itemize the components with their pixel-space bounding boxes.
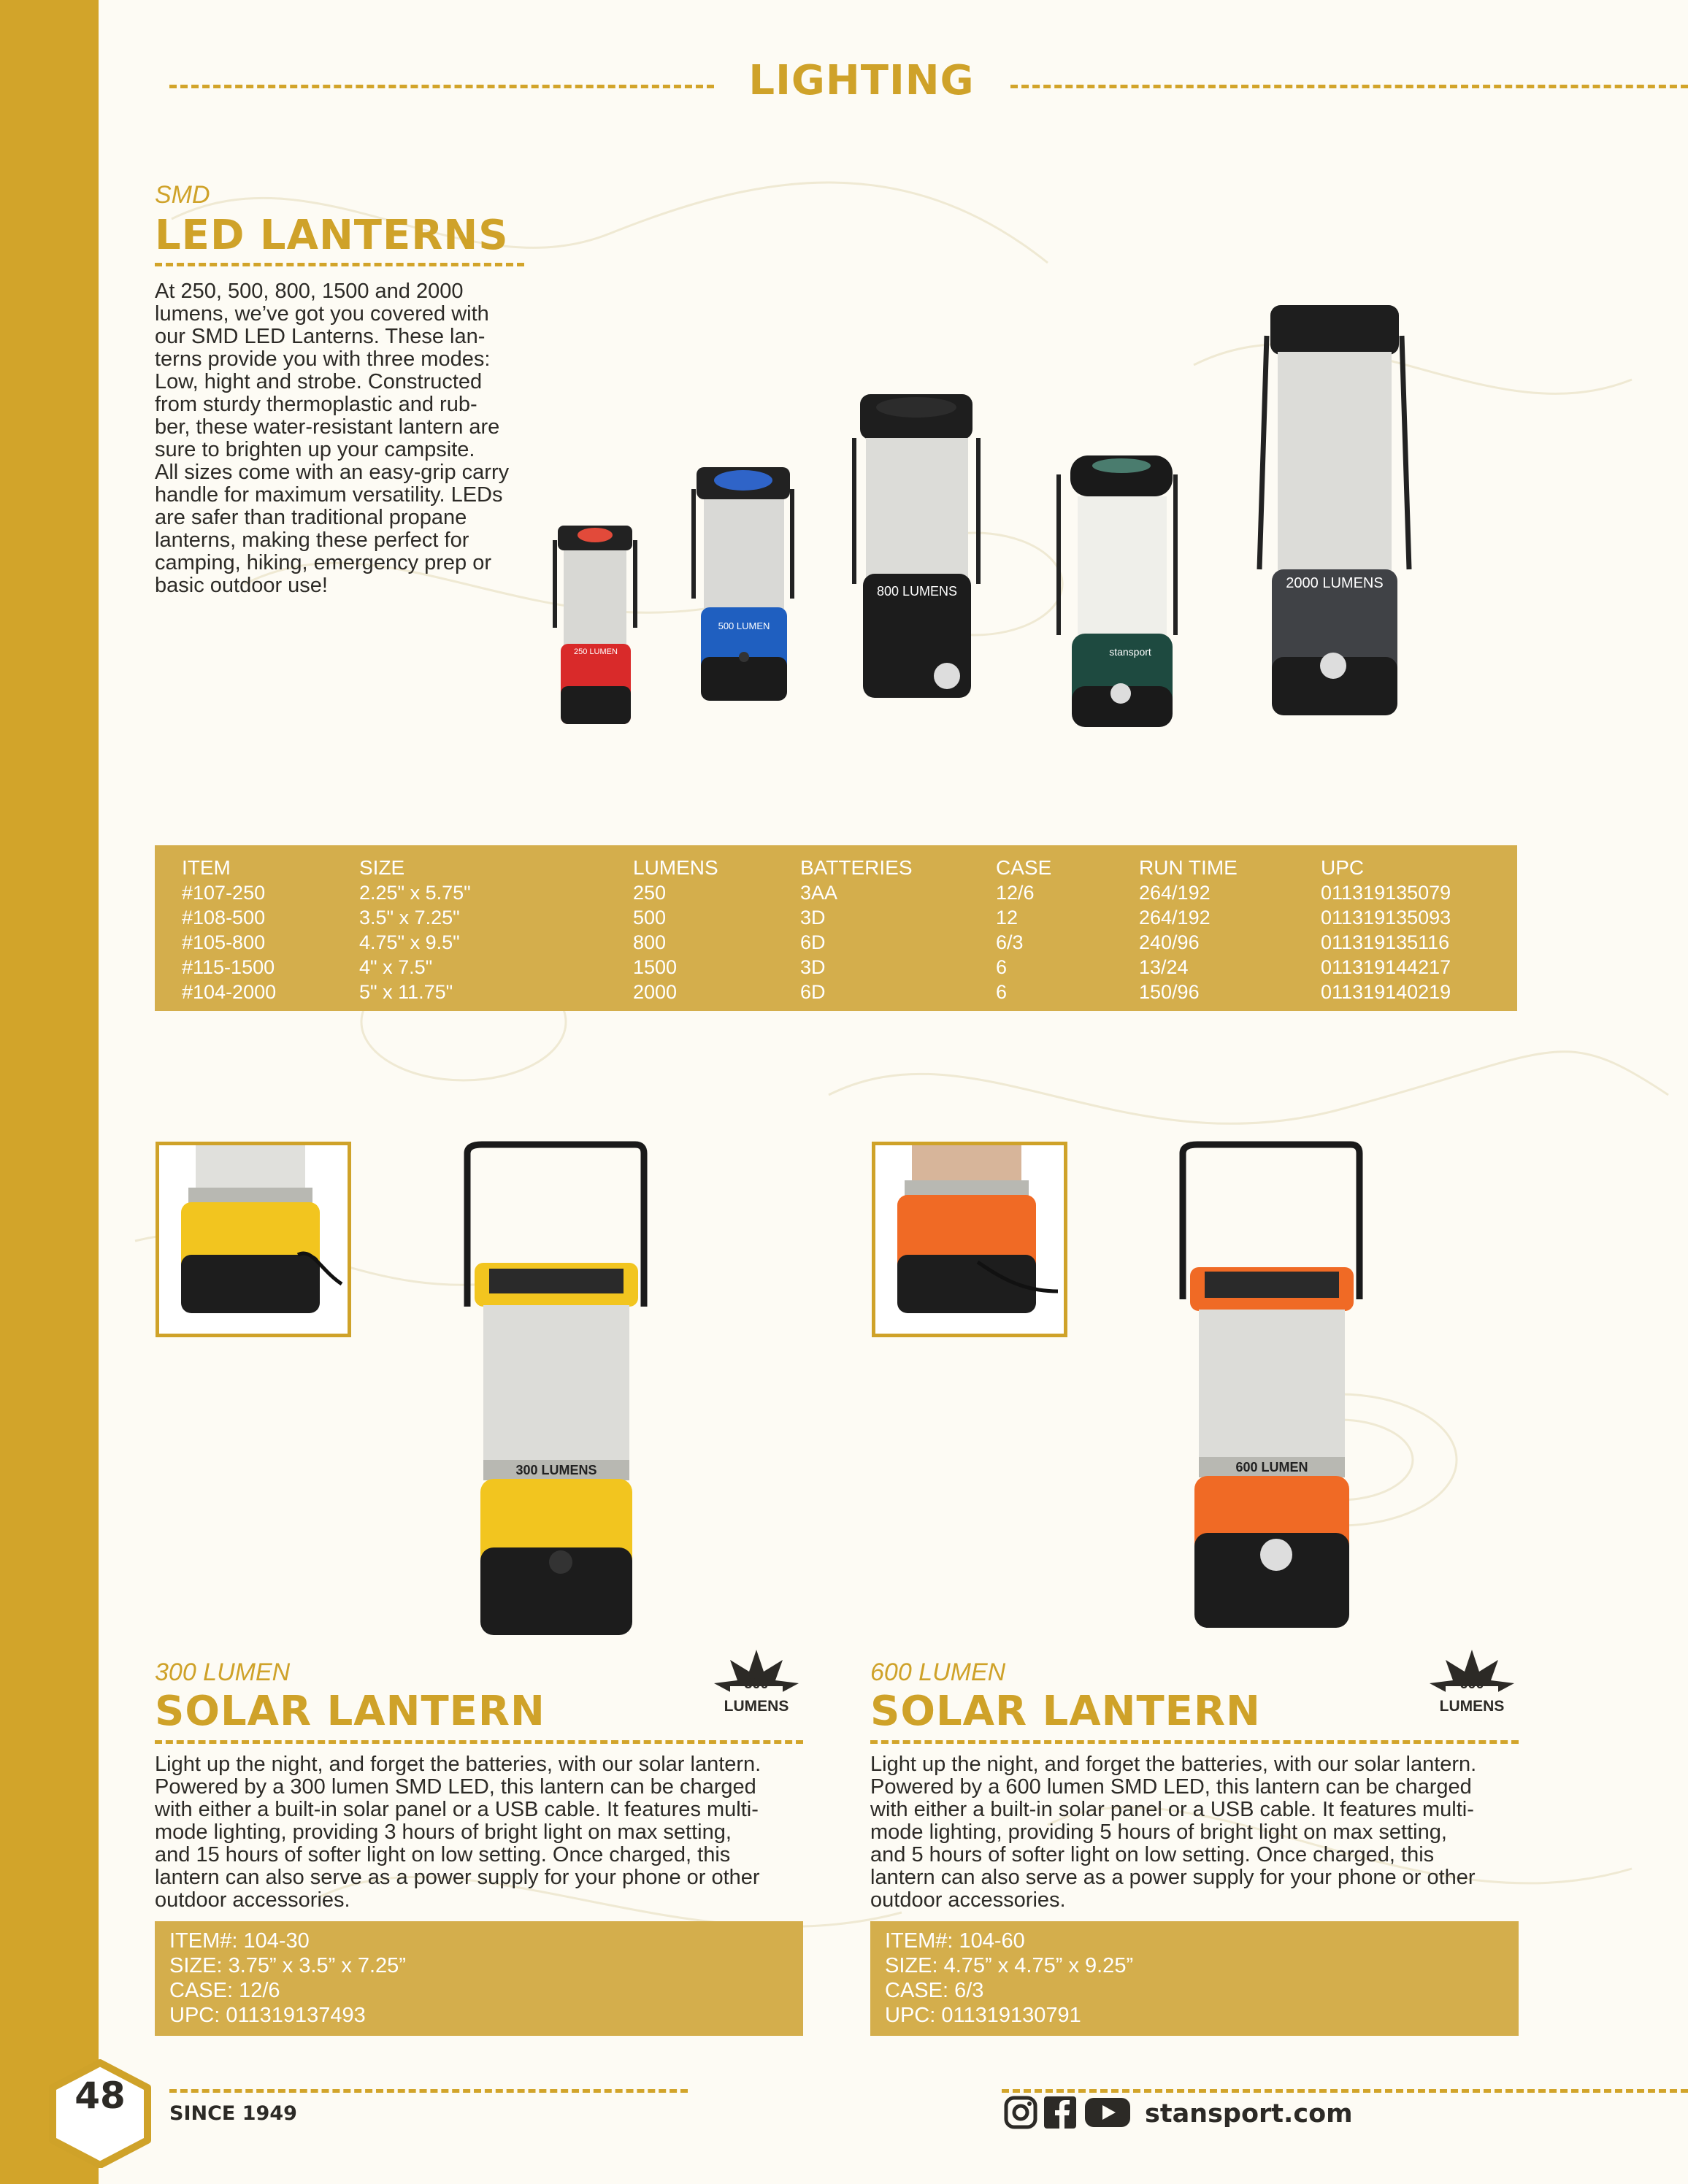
led-desc-line: lumens, we’ve got you covered with: [155, 302, 489, 326]
solar600-desc-line: mode lighting, providing 5 hours of bright light on max setting,: [870, 1820, 1447, 1844]
cell: 011319135116: [1321, 931, 1450, 953]
led-description: [155, 280, 549, 597]
solar300-title: SOLAR LANTERN: [155, 1688, 545, 1735]
cell: 6: [996, 981, 1008, 1003]
cell: 6/3: [996, 931, 1024, 953]
cell: 4.75" x 9.5": [359, 931, 460, 953]
cell: #107-250: [182, 882, 266, 904]
lantern-800: [854, 394, 978, 698]
solar600-divider: [870, 1740, 1519, 1744]
col-header: UPC: [1321, 856, 1365, 879]
led-spec-table: [155, 845, 1517, 1011]
solar600-spec-box: [870, 1921, 1519, 2036]
facebook-icon[interactable]: [1043, 2095, 1078, 2130]
spec-line: UPC: 011319130791: [885, 2004, 1081, 2027]
spec-line: CASE: 6/3: [885, 1979, 984, 2002]
cell: 12: [996, 907, 1018, 928]
solar300-desc-line: Powered by a 300 lumen SMD LED, this lantern can be charged: [155, 1775, 756, 1799]
cell: 240/96: [1139, 931, 1200, 953]
cell: 264/192: [1139, 907, 1211, 928]
col-batteries: [800, 855, 913, 1004]
led-desc-line: terns provide you with three modes:: [155, 347, 491, 371]
cell: #115-1500: [182, 956, 275, 978]
cell: 011319135079: [1321, 882, 1451, 904]
led-desc-line: sure to brighten up your campsite.: [155, 438, 475, 461]
cell: 4" x 7.5": [359, 956, 433, 978]
lantern-2000-label: 2000 LUMENS: [1286, 575, 1384, 591]
led-title: LED LANTERNS: [155, 212, 509, 259]
solar600-desc-line: Light up the night, and forget the batteries, with our solar lantern.: [870, 1753, 1477, 1776]
spec-line: ITEM#: 104-60: [885, 1929, 1025, 1953]
cell: #108-500: [182, 907, 266, 928]
led-desc-line: All sizes come with an easy-grip carry: [155, 461, 510, 484]
solar600-usb-thumbnail: [872, 1142, 1067, 1337]
cell: 011319140219: [1321, 981, 1451, 1003]
solar300-photo: [453, 1139, 657, 1664]
lantern-1500-label: stansport: [1109, 646, 1151, 658]
cell: 12/6: [996, 882, 1035, 904]
footer-divider-left: [169, 2089, 688, 2093]
cell: 800: [633, 931, 667, 953]
solar300-desc-line: mode lighting, providing 3 hours of bright light on max setting,: [155, 1820, 732, 1844]
led-desc-line: camping, hiking, emergency prep or: [155, 551, 492, 574]
spec-line: CASE: 12/6: [169, 1979, 280, 2002]
solar300-lantern-label: 300 LUMENS: [515, 1463, 597, 1477]
solar300-desc-line: with either a built-in solar panel or a USB cable. It features multi-: [155, 1798, 759, 1821]
since-label: SINCE 1949: [169, 2102, 297, 2125]
badge-label: LUMENS: [1439, 1698, 1505, 1715]
col-header: LUMENS: [633, 856, 718, 879]
solar300-description: [155, 1753, 812, 1912]
solar300-desc-line: lantern can also serve as a power supply for your phone or other: [155, 1866, 760, 1889]
spec-line: SIZE: 4.75” x 4.75” x 9.25”: [885, 1954, 1134, 1977]
led-desc-line: At 250, 500, 800, 1500 and 2000: [155, 280, 464, 303]
spec-line: SIZE: 3.75” x 3.5” x 7.25”: [169, 1954, 406, 1977]
cell: 2000: [633, 981, 678, 1003]
col-header: CASE: [996, 856, 1052, 879]
header-divider-left: [169, 85, 714, 88]
page-number: 48: [74, 2075, 126, 2117]
lantern-1500: [1059, 455, 1175, 727]
led-desc-line: basic outdoor use!: [155, 574, 328, 597]
cell: 13/24: [1139, 956, 1189, 978]
led-desc-line: from sturdy thermoplastic and rub-: [155, 393, 477, 416]
col-item: [182, 855, 276, 1004]
solar600-title: SOLAR LANTERN: [870, 1688, 1261, 1735]
cell: 6D: [800, 981, 826, 1003]
lantern-250: [555, 526, 635, 724]
youtube-icon[interactable]: [1083, 2095, 1132, 2130]
led-desc-line: Low, hight and strobe. Constructed: [155, 370, 483, 393]
col-run-time: [1139, 855, 1238, 1004]
solar300-kicker: 300 LUMEN: [155, 1658, 291, 1686]
spec-line: ITEM#: 104-30: [169, 1929, 310, 1953]
cell: 150/96: [1139, 981, 1200, 1003]
cell: 6: [996, 956, 1008, 978]
cell: 3D: [800, 956, 826, 978]
col-upc: [1321, 855, 1451, 1004]
solar600-description: [870, 1753, 1527, 1912]
solar600-desc-line: with either a built-in solar panel or a USB cable. It features multi-: [870, 1798, 1474, 1821]
cell: 011319135093: [1321, 907, 1451, 928]
cell: 3.5" x 7.25": [359, 907, 460, 928]
col-lumens: [633, 855, 718, 1004]
led-desc-line: handle for maximum versatility. LEDs: [155, 483, 503, 507]
badge-label: LUMENS: [724, 1698, 789, 1715]
cell: 500: [633, 907, 667, 928]
lantern-500: [694, 467, 792, 701]
col-header: RUN TIME: [1139, 856, 1238, 879]
lantern-250-label: 250 LUMEN: [574, 647, 618, 656]
cell: 264/192: [1139, 882, 1211, 904]
led-desc-line: ber, these water-resistant lantern are: [155, 415, 500, 439]
solar300-lumens-badge: [711, 1645, 802, 1726]
lantern-800-label: 800 LUMENS: [876, 584, 958, 599]
header-divider-right: [1010, 85, 1688, 88]
cell: 3D: [800, 907, 826, 928]
solar300-desc-line: and 15 hours of softer light on low setting. Once charged, this: [155, 1843, 731, 1866]
col-header: BATTERIES: [800, 856, 913, 879]
cell: 011319144217: [1321, 956, 1451, 978]
solar600-lantern-label: 600 LUMEN: [1235, 1460, 1308, 1474]
lantern-500-label: 500 LUMEN: [718, 620, 770, 631]
cell: 6D: [800, 931, 826, 953]
spec-line: UPC: 011319137493: [169, 2004, 366, 2027]
section-title: LIGHTING: [748, 57, 975, 104]
solar300-usb-thumbnail: [156, 1142, 351, 1337]
led-lanterns-photo: [540, 292, 1489, 788]
solar300-spec-box: [155, 1921, 803, 2036]
footer-divider-right: [1002, 2089, 1688, 2093]
cell: 5" x 11.75": [359, 981, 453, 1003]
cell: 1500: [633, 956, 678, 978]
left-gold-bar: [0, 0, 99, 2184]
cell: 250: [633, 882, 667, 904]
solar600-kicker: 600 LUMEN: [870, 1658, 1006, 1686]
cell: 3AA: [800, 882, 838, 904]
instagram-icon[interactable]: [1003, 2095, 1038, 2130]
badge-number: 600: [1459, 1676, 1484, 1692]
led-desc-line: our SMD LED Lanterns. These lan-: [155, 325, 486, 348]
col-case: [996, 855, 1051, 1004]
solar600-desc-line: lantern can also serve as a power supply for your phone or other: [870, 1866, 1476, 1889]
solar600-desc-line: outdoor accessories.: [870, 1888, 1066, 1912]
led-desc-line: are safer than traditional propane: [155, 506, 467, 529]
led-title-divider: [155, 263, 524, 266]
cell: 2.25" x 5.75": [359, 882, 471, 904]
col-size: [359, 855, 471, 1004]
solar600-lumens-badge: [1427, 1645, 1517, 1726]
website-link[interactable]: stansport.com: [1145, 2099, 1353, 2129]
solar300-desc-line: outdoor accessories.: [155, 1888, 350, 1912]
cell: #105-800: [182, 931, 266, 953]
solar300-divider: [155, 1740, 803, 1744]
solar300-desc-line: Light up the night, and forget the batteries, with our solar lantern.: [155, 1753, 761, 1776]
col-header: ITEM: [182, 856, 231, 879]
lantern-2000: [1259, 305, 1409, 715]
solar600-photo: [1168, 1139, 1373, 1664]
cell: #104-2000: [182, 981, 277, 1003]
col-header: SIZE: [359, 856, 405, 879]
solar600-desc-line: Powered by a 600 lumen SMD LED, this lantern can be charged: [870, 1775, 1472, 1799]
badge-number: 300: [744, 1676, 769, 1692]
solar600-desc-line: and 5 hours of softer light on low setting. Once charged, this: [870, 1843, 1435, 1866]
led-desc-line: lanterns, making these perfect for: [155, 528, 469, 552]
led-kicker: SMD: [155, 181, 210, 209]
